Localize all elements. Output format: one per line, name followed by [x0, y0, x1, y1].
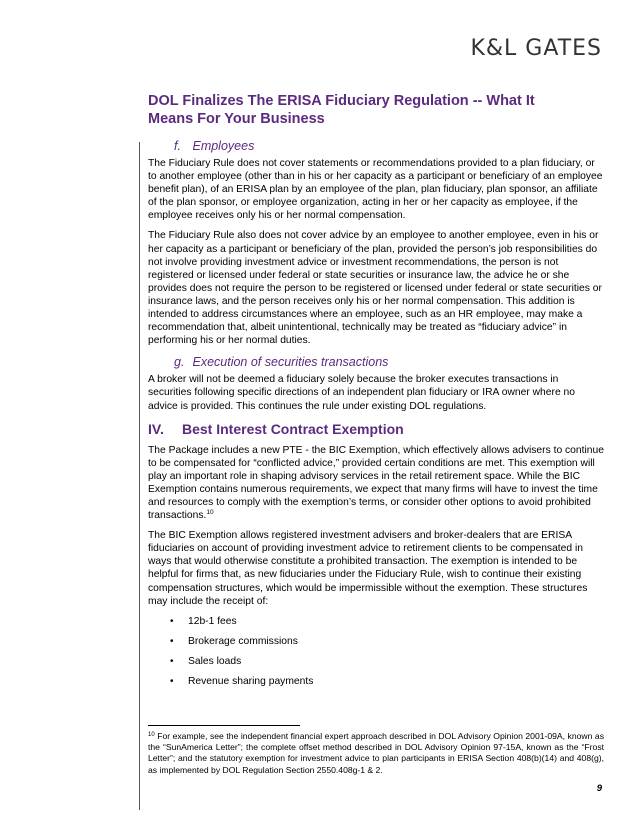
section-number: IV. — [148, 420, 164, 437]
footnote-text: For example, see the independent financial expert approach described in DOL Advisory Opinion 2001-09A, known as the “SunAmerica Letter”; the complete offset method described in DOL Advisory Opinion 97-15A, known as the “Frost Letter”; and the statutory exemption for investment advice to plan participants in ERISA Section 408(b)(14) and 408(g), as implemented by DOL Regulation Section 2550.408g-1 & 2. — [148, 731, 604, 775]
footnote — [148, 731, 604, 776]
footnote-separator — [148, 725, 300, 726]
paragraph-text: The Package includes a new PTE - the BIC Exemption, which effectively allows advisers to continue to be compensated for “conflicted advice,” provided certain conditions are met. This exemption will play an important role in shaping advisory services in the retail retirement space. While the BIC Exemption contains numerous requirements, we expect that many firms will have to invest the time and resources to comply with the exemption’s terms, or consider other options to avoid prohibited transactions. — [148, 444, 604, 522]
list-item-text: Revenue sharing payments — [188, 676, 314, 687]
subsection-marker: f. — [174, 139, 181, 153]
list-item-text: Sales loads — [188, 655, 242, 667]
bullet-list — [148, 615, 604, 688]
page-number: 9 — [596, 783, 602, 794]
main-content — [148, 138, 604, 695]
subsection-heading-execution — [174, 354, 604, 370]
paragraph — [148, 444, 604, 523]
footnote-number: 10 — [148, 732, 155, 738]
paragraph: The Fiduciary Rule does not cover statements or recommendations provided to a plan fiduciary, or to another employee (other than in his or her capacity as a participant or beneficiary of an employee benefit plan), of an ERISA plan by an employee of the plan, plan fiduciary, plan sponsor, an affiliate of the plan sponsor, or employee organization, acting in her or her capacity as employee, if the employee receives only his or her normal compensation. — [148, 158, 603, 222]
bullet-icon: • — [170, 615, 174, 627]
subsection-heading-employees — [174, 138, 604, 154]
list-item-text: 12b-1 fees — [188, 615, 237, 627]
document-title: DOL Finalizes The ERISA Fiduciary Regulation -- What It Means For Your Business — [148, 93, 535, 127]
bullet-icon: • — [170, 635, 174, 647]
section-heading-bic — [148, 420, 604, 438]
subsection-marker: g. — [174, 355, 185, 370]
bullet-icon: • — [170, 676, 174, 687]
list-item — [148, 655, 604, 668]
list-item — [148, 635, 604, 648]
list-item — [148, 675, 604, 688]
subsection-title: Employees — [192, 139, 255, 153]
section-title: Best Interest Contract Exemption — [182, 420, 404, 437]
list-item-text: Brokerage commissions — [188, 635, 298, 647]
paragraph: A broker will not be deemed a fiduciary solely because the broker executes transactions in securities following specific directions of an independent plan fiduciary or IRA owner where no advice is provided. This continues the rule under existing DOL regulations. — [148, 374, 575, 412]
firm-logo: K&L GATES — [470, 36, 602, 61]
bullet-icon: • — [170, 655, 174, 667]
subsection-title: Execution of securities transactions — [192, 355, 389, 370]
paragraph: The Fiduciary Rule also does not cover advice by an employee to another employee, even in his or her capacity as a participant or beneficiary of the plan, provided the person’s job responsibilities do not involve providing investment advice or investment recommendations, the person is not registered or licensed under federal or state securities or insurance law, the advice he or she provides does not require the person to be registered or licensed under federal or state securities or insurance laws, and the person receives only his or her normal compensation. This addition is intended to address circumstances where an employee, such as an HR employee, may make a recommendation that, albeit unintentional, technically may be treated as “fiduciary advice” in performing his or her normal duties. — [148, 230, 602, 347]
list-item — [148, 615, 604, 628]
left-margin-rule — [139, 142, 140, 810]
paragraph: The BIC Exemption allows registered investment advisers and broker-dealers that are ERISA fiduciaries on account of providing investment advice to retirement clients to be compensated in ways that would otherwise constitute a prohibited transaction. The exemption is intended to be helpful for firms that, as new fiduciaries under the Fiduciary Rule, wish to continue their existing compensation structures, which would be impermissible without the exemption. These structures may include the receipt of: — [148, 530, 588, 607]
footnote-reference[interactable]: 10 — [206, 509, 214, 517]
